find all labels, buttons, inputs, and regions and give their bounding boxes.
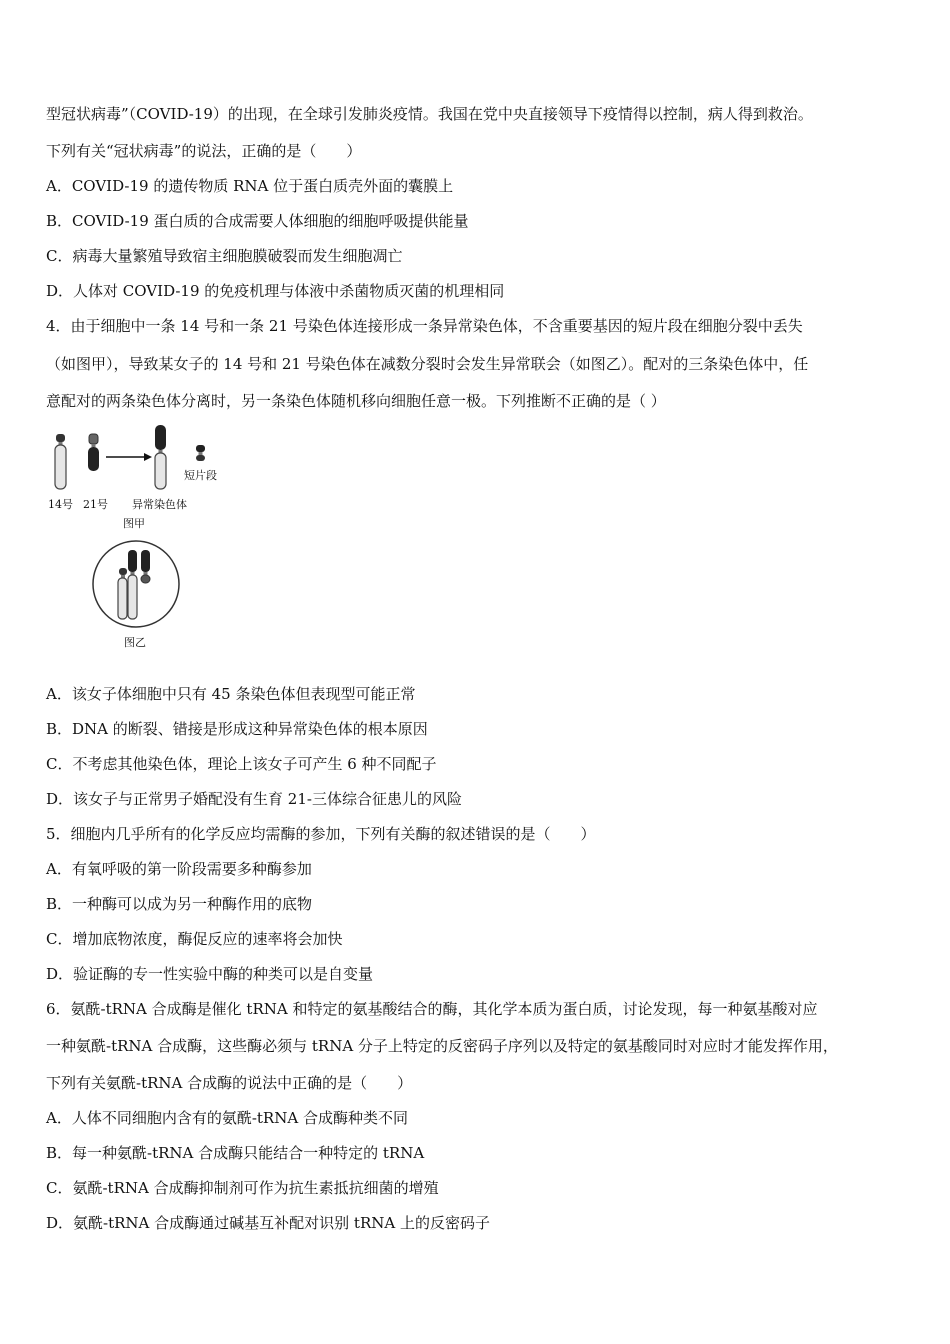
q3-stem-line-2: 下列有关“冠状病毒”的说法，正确的是（ ） [46,142,362,160]
chromosome-21 [88,434,99,471]
caption-figure-yi: 图乙 [124,636,146,649]
q4-stem-line-3: 意配对的两条染色体分离时，另一条染色体随机移向细胞任意一极。下列推断不正确的是（ ） [46,392,666,410]
synapsis-abnormal-chromosome [128,550,137,619]
q6-stem-line-2: 一种氨酰-tRNA 合成酶，这些酶必须与 tRNA 分子上特定的反密码子序列以及特定的氨基酸同时对应时才能发挥作用， [46,1037,838,1055]
q6-option-c: C．氨酰-tRNA 合成酶抑制剂可作为抗生素抵抗细菌的增殖 [46,1179,439,1197]
synapsis-diagram [88,538,188,653]
q5-option-d: D．验证酶的专一性实验中酶的种类可以是自变量 [46,965,374,983]
q5-option-a: A．有氧呼吸的第一阶段需要多种酶参加 [46,860,312,878]
q4-option-d: D．该女子与正常男子婚配没有生育 21-三体综合征患儿的风险 [46,790,462,808]
label-chromosome-21: 21号 [83,498,108,511]
label-abnormal-chromosome: 异常染色体 [132,498,187,511]
q4-option-b: B．DNA 的断裂、错接是形成这种异常染色体的根本原因 [46,720,428,738]
chromosome-14 [55,434,66,489]
label-short-fragment: 短片段 [184,469,217,482]
q4-option-c: C．不考虑其他染色体，理论上该女子可产生 6 种不同配子 [46,755,437,773]
q6-stem-line-3: 下列有关氨酰-tRNA 合成酶的说法中正确的是（ ） [46,1074,413,1092]
chromosome-fusion-diagram [46,420,236,535]
q5-option-c: C．增加底物浓度，酶促反应的速率将会加快 [46,930,343,948]
figure-jia [46,420,236,535]
abnormal-chromosome [155,425,166,489]
q5-stem-line-1: 5．细胞内几乎所有的化学反应均需酶的参加，下列有关酶的叙述错误的是（ ） [46,825,596,843]
q3-option-b: B．COVID-19 蛋白质的合成需要人体细胞的细胞呼吸提供能量 [46,212,469,230]
q6-option-d: D．氨酰-tRNA 合成酶通过碱基互补配对识别 tRNA 上的反密码子 [46,1214,490,1232]
figure-yi [88,538,188,653]
q6-option-a: A．人体不同细胞内含有的氨酰-tRNA 合成酶种类不同 [46,1109,408,1127]
arrow-icon [106,453,152,461]
q4-stem-line-1: 4．由于细胞中一条 14 号和一条 21 号染色体连接形成一条异常染色体，不含重要基因的短片段在细胞分裂中丢失 [46,317,803,335]
q4-option-a: A．该女子体细胞中只有 45 条染色体但表现型可能正常 [46,685,416,703]
q3-option-a: A．COVID-19 的遗传物质 RNA 位于蛋白质壳外面的囊膜上 [46,177,454,195]
short-fragment [196,445,205,461]
q3-option-c: C．病毒大量繁殖导致宿主细胞膜破裂而发生细胞凋亡 [46,247,403,265]
q3-option-d: D．人体对 COVID-19 的免疫机理与体液中杀菌物质灭菌的机理相同 [46,282,505,300]
label-chromosome-14: 14号 [48,498,73,511]
q5-option-b: B．一种酶可以成为另一种酶作用的底物 [46,895,313,913]
synapsis-chromosome-21 [141,550,150,583]
q4-stem-line-2: （如图甲），导致某女子的 14 号和 21 号染色体在减数分裂时会发生异常联会（如图乙）。配对的三条染色体中，任 [46,355,809,373]
q6-stem-line-1: 6．氨酰-tRNA 合成酶是催化 tRNA 和特定的氨基酸结合的酶，其化学本质为蛋白质，讨论发现，每一种氨基酸对应 [46,1000,818,1018]
q3-stem-line-1: 型冠状病毒”（COVID-19）的出现，在全球引发肺炎疫情。我国在党中央直接领导下疫情得以控制，病人得到救治。 [46,105,813,123]
caption-figure-jia: 图甲 [123,517,145,530]
q6-option-b: B．每一种氨酰-tRNA 合成酶只能结合一种特定的 tRNA [46,1144,425,1162]
